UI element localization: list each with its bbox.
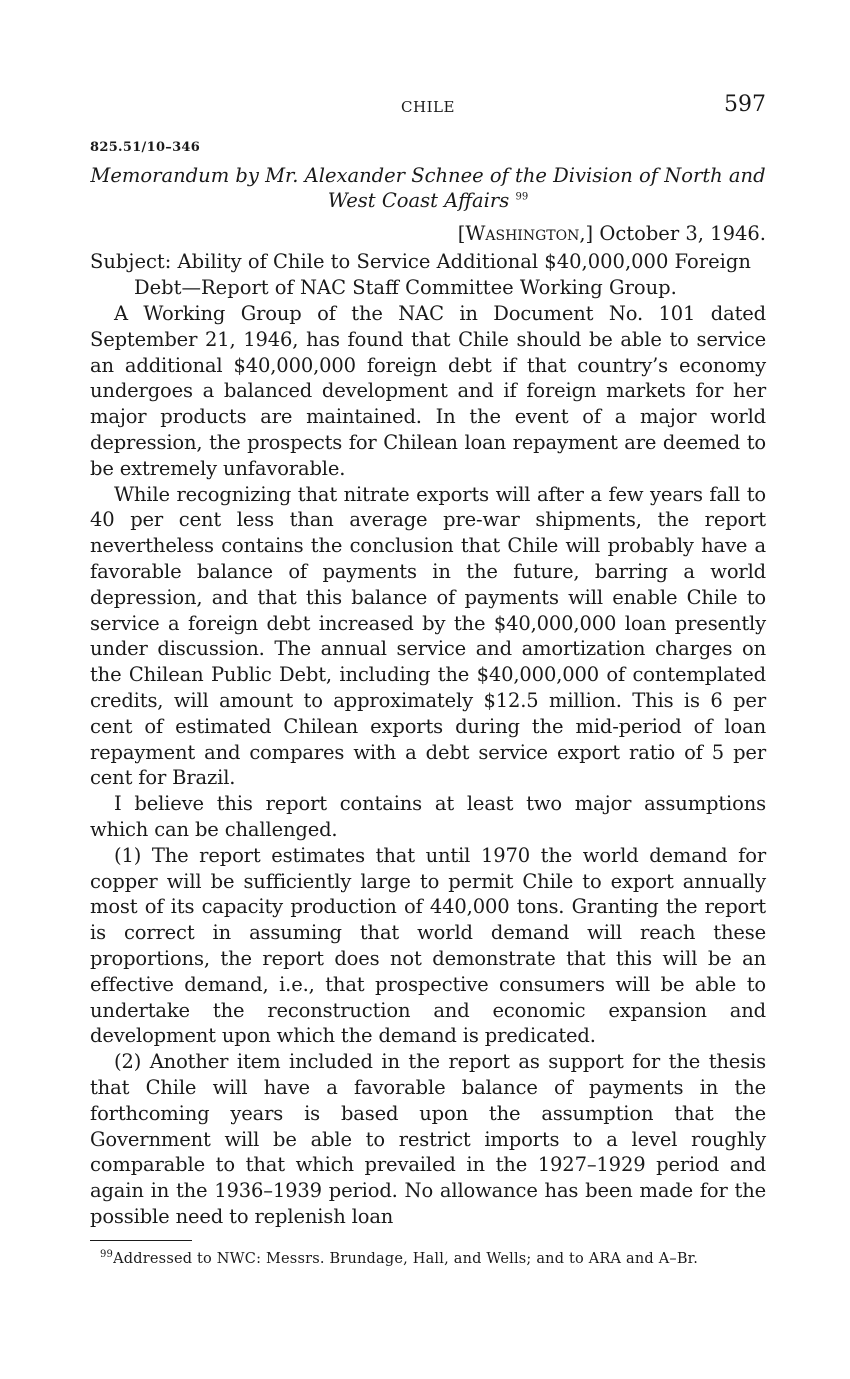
dateline-place: [Washington,] <box>457 222 594 245</box>
paragraph: While recognizing that nitrate exports will after a few years fall to 40 per cent less than average pre-war shipments, the report nevertheless contains the conclusion that Chile will probably have a favorable balance of payments in the future, barring a world depression, and that this balance of payments will enable Chile to service a foreign debt increased by the $40,000,000 loan presently under discussion. The annual service and amortization charges on the Chilean Public Debt, including the $40,000,000 of contemplated credits, will amount to approximately $12.5 million. This is 6 per cent of estimated Chilean exports during the mid-period of loan repayment and compares with a debt service export ratio of 5 per cent for Brazil. <box>90 482 766 790</box>
title-footnote-ref: 99 <box>515 191 529 203</box>
file-number: 825.51/10–346 <box>90 140 201 155</box>
footnote-marker: 99 <box>100 1248 114 1260</box>
title-line-1: Memorandum by Mr. Alexander Schnee of the Division of North and <box>90 164 766 187</box>
dateline <box>90 221 766 247</box>
footnote <box>90 1248 766 1268</box>
paragraph: (1) The report estimates that until 1970 the world demand for copper will be sufficiently large to permit Chile to export annually most of its capacity production of 440,000 tons. Granting the report is correct in assuming that world demand will reach these proportions, the report does not demonstrate that this will be an effective demand, i.e., that prospective consumers will be able to undertake the reconstruction and economic expansion and development upon which the demand is predicated. <box>90 843 766 1048</box>
paragraph: A Working Group of the NAC in Document No. 101 dated September 21, 1946, has found that Chile should be able to service an additional $40,000,000 foreign debt if that country’s economy undergoes a balanced development and if foreign markets for her major products are maintained. In the event of a major world depression, the prospects for Chilean loan repayment are deemed to be extremely unfavorable. <box>90 302 766 480</box>
document-title <box>90 163 766 213</box>
page-number: 597 <box>724 92 766 117</box>
subject-line: Subject: Ability of Chile to Service Additional $40,000,000 Foreign Debt—Report of NAC Staff Committee Working Group. <box>90 250 751 299</box>
title-line-2 <box>90 188 766 213</box>
footnote-rule <box>90 1240 192 1241</box>
running-head: CHILE <box>401 98 455 116</box>
page-header <box>90 92 766 122</box>
paragraph: I believe this report contains at least two major assumptions which can be challenged. <box>90 792 766 841</box>
title-line-2-text: West Coast Affairs <box>327 189 510 212</box>
paragraph: (2) Another item included in the report as support for the thesis that Chile will have a favorable balance of payments in the forthcoming years is based upon the assumption that the Government will be able to restrict imports to a level roughly comparable to that which prevailed in the 1927–1929 period and again in the 1936–1939 period. No allowance has been made for the possible need to replenish loan <box>90 1050 766 1228</box>
document-page <box>90 92 766 1268</box>
body-text <box>90 301 766 1230</box>
footnote-text: Addressed to NWC: Messrs. Brundage, Hall, and Wells; and to ARA and A–Br. <box>113 1250 699 1267</box>
dateline-date: October 3, 1946. <box>593 222 766 245</box>
